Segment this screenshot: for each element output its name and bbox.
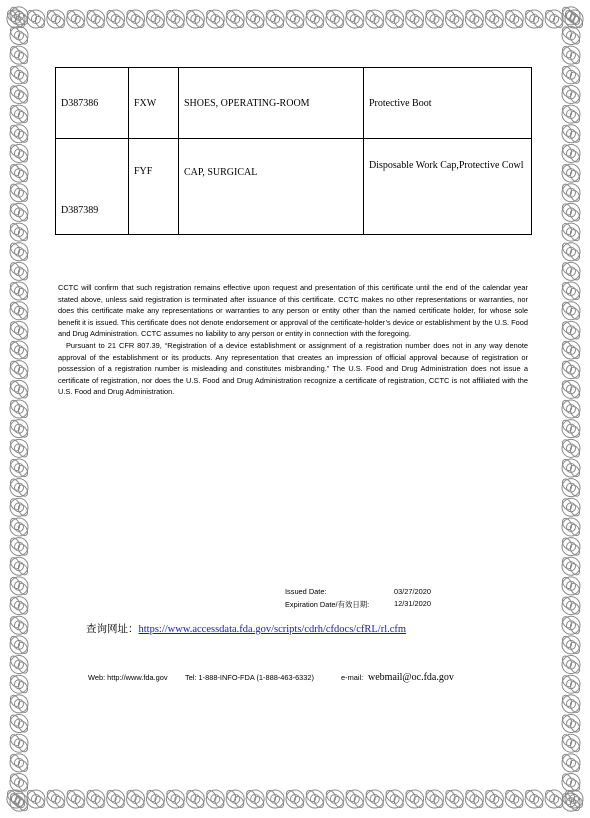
statement-paragraph: Pursuant to 21 CFR 807.39, “Registration of a device establishment or assignment of a registration number does not in any way denote approval of the establishment or its products. Any representation that creates an impression of official approval because of registration or possession of a registration number is misleading and constitutes misbranding.” The U.S. Food and Drug Administration does not issue a certificate of registration, nor does the U.S. Food and Drug Administration recognize a certificate of registration, CCTC is not affiliated with the U.S. Food and Drug Administration. [58,340,528,397]
device-name: CAP, SURGICAL [179,139,364,235]
telephone: Tel: 1-888-INFO-FDA (1-888-463-6332) [185,673,314,682]
table-row [56,139,532,235]
issued-date-row [285,587,445,599]
ornamental-border-bottom [6,784,584,814]
table-row [56,68,532,139]
issued-date-value: 03/27/2020 [394,587,431,596]
ornamental-border-left [4,6,34,812]
certificate-statement [58,282,528,398]
proprietary-name: Disposable Work Cap,Protective Cowl [364,139,532,235]
query-label: 查询网址： [86,624,139,635]
ornamental-border-top [6,4,584,34]
web-address: Web: http://www.fda.gov [88,673,168,682]
proprietary-name: Protective Boot [364,68,532,139]
expiration-date-label: Expiration Date/有效日期: [285,600,370,609]
listing-number: D387386 [56,68,129,139]
device-name: SHOES, OPERATING-ROOM [179,68,364,139]
expiration-date-row [285,599,445,611]
query-url-link[interactable]: https://www.accessdata.fda.gov/scripts/cdrh/cfdocs/cfRL/rl.cfm [138,624,407,635]
ornamental-border-right [556,6,586,812]
query-url-line [86,621,406,636]
product-code: FYF [129,139,179,235]
email-label: e-mail: [341,673,364,682]
listing-number: D387389 [56,139,129,235]
statement-paragraph: CCTC will confirm that such registration remains effective upon request and presentation of this certificate until the end of the calendar year stated above, unless said registration is terminated after issuance of this certificate. CCTC makes no other representations or warranties, nor does this certificate make any representations or warranties to any person or entity other than the named certificate holder, for whose sole benefit it is issued. This certificate does not denote endorsement or approval of the certificate-holder’s device or establishment by the U.S. Food and Drug Administration. CCTC assumes no liability to any person or entity in connection with the foregoing. [58,283,528,339]
expiration-date-value: 12/31/2020 [394,599,431,608]
product-code: FXW [129,68,179,139]
email-address: webmail@oc.fda.gov [368,672,454,683]
registration-table [55,67,532,235]
issued-date-label: Issued Date: [285,587,327,596]
certificate-dates [285,587,445,611]
